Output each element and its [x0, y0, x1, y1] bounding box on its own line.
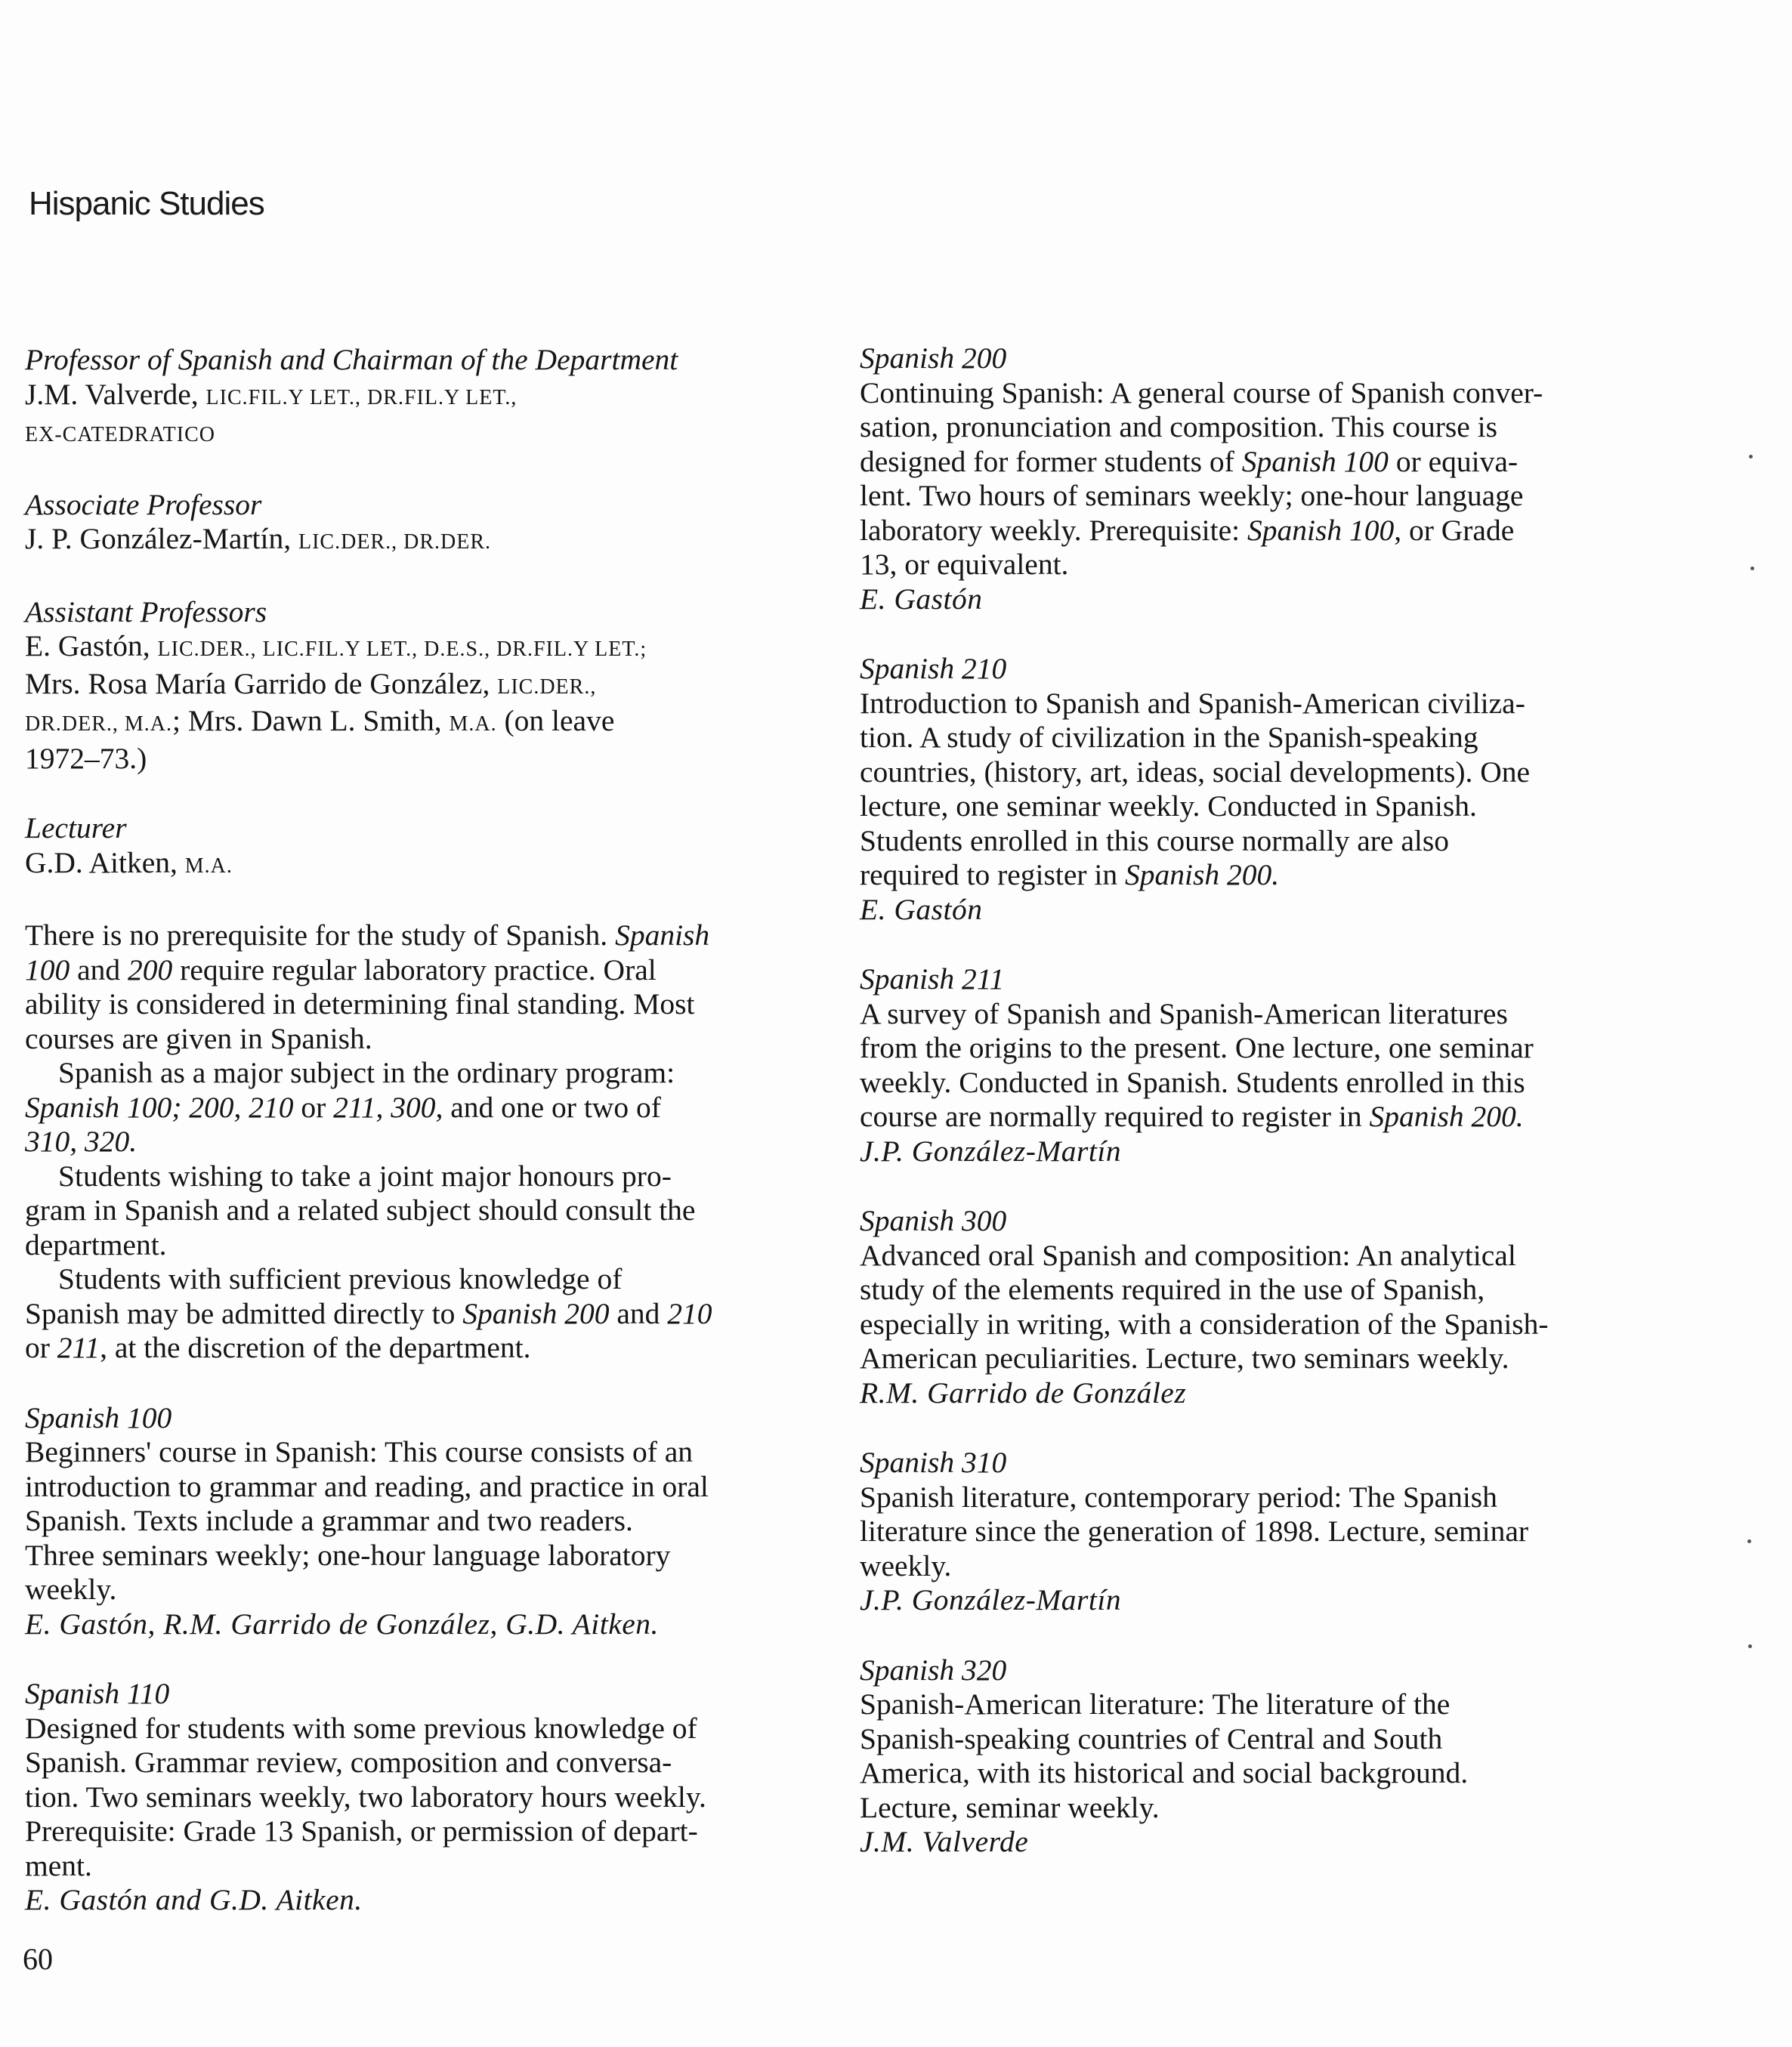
course-ref: Spanish 100; 200, 210 [25, 1090, 294, 1124]
intro-text [25, 919, 811, 1366]
text-line [860, 755, 1630, 790]
text-run: 13, or equivalent. [860, 548, 1069, 581]
degree-abbrev: DR.DER., M.A. [25, 712, 173, 736]
text-run: (on leave [496, 704, 615, 737]
text-run: lent. Two hours of seminars weekly; one-hour language [860, 479, 1524, 512]
text-line [860, 687, 1630, 721]
course-ref: 100 [25, 952, 70, 986]
text-run: J. P. González-Martín, [25, 522, 298, 555]
faculty-entry [25, 488, 811, 560]
text-line [25, 919, 811, 953]
text-line [25, 846, 811, 884]
intro-paragraph [25, 1056, 811, 1159]
text-run: gram in Spanish and a related subject should consult the [25, 1193, 696, 1227]
course-title: Spanish 300 [860, 1204, 1007, 1237]
text-run: There is no prerequisite for the study of Spanish. [25, 919, 616, 952]
page-number: 60 [23, 1942, 53, 1976]
course-entry [860, 341, 1630, 616]
text-line [25, 1091, 811, 1125]
text-run: Advanced oral Spanish and composition: An analytical [860, 1238, 1516, 1272]
text-line [860, 445, 1630, 480]
text-run: Spanish literature, contemporary period: The Spanish [860, 1480, 1497, 1514]
text-line [860, 376, 1630, 411]
text-run: designed for former students of [860, 444, 1242, 478]
right-column [860, 341, 1630, 1895]
text-line [860, 479, 1630, 514]
intro-paragraph [25, 1262, 811, 1366]
course-title: Spanish 210 [860, 652, 1007, 685]
text-run: tion. A study of civilization in the Spanish-speaking [860, 721, 1478, 754]
course-entry [860, 962, 1630, 1169]
text-run: require regular laboratory practice. Oral [172, 952, 657, 986]
course-entry [860, 1446, 1630, 1618]
text-line [25, 1814, 811, 1849]
course-ref: 211, 300, [333, 1090, 443, 1124]
course-ref: Spanish 200. [1125, 858, 1280, 891]
course-entry [860, 1204, 1630, 1410]
text-run: Lecture, seminar weekly. [860, 1790, 1160, 1824]
course-ref: 211 [57, 1331, 100, 1364]
text-line [860, 721, 1630, 755]
text-line [860, 1687, 1630, 1722]
course-entry [25, 1401, 811, 1642]
text-line [860, 1342, 1630, 1376]
text-line [860, 1549, 1630, 1584]
text-line [25, 1262, 811, 1297]
text-line [25, 742, 811, 777]
text-run: study of the elements required in the use of Spanish, [860, 1273, 1485, 1306]
text-line [25, 1022, 811, 1057]
text-run: or equiva- [1388, 444, 1519, 478]
scan-speck [1748, 1644, 1752, 1648]
text-run: and one or two of [443, 1090, 661, 1124]
text-run: from the origins to the present. One lecture, one seminar [860, 1031, 1534, 1064]
course-title: Spanish 310 [860, 1446, 1007, 1479]
course-entry [25, 1677, 811, 1918]
degree-abbrev: LIC.FIL.Y LET., DR.FIL.Y LET., [205, 385, 518, 409]
text-run: weekly. [25, 1573, 117, 1606]
text-run: weekly. [860, 1548, 952, 1582]
text-run: Students wishing to take a joint major honours pro- [58, 1159, 672, 1193]
text-run: Mrs. Rosa María Garrido de González, [25, 666, 498, 700]
degree-abbrev: M.A. [449, 712, 497, 736]
text-line [25, 1193, 811, 1228]
faculty-role: Professor of Spanish and Chairman of the Department [25, 343, 678, 376]
text-run: Spanish as a major subject in the ordinary program: [58, 1056, 675, 1089]
text-line [25, 953, 811, 988]
text-line [860, 1514, 1630, 1549]
text-line [860, 1100, 1630, 1135]
text-line [860, 824, 1630, 859]
degree-abbrev: LIC.DER., LIC.FIL.Y LET., D.E.S., DR.FIL.Y LET.; [157, 638, 647, 661]
text-run: Beginners' course in Spanish: This course consists of an [25, 1435, 694, 1468]
text-run: , at the discretion of the department. [100, 1331, 531, 1364]
text-line [860, 1239, 1630, 1274]
text-run: courses are given in Spanish. [25, 1021, 372, 1055]
text-run: weekly. Conducted in Spanish. Students enrolled in this [860, 1065, 1525, 1099]
course-title: Spanish 200 [860, 341, 1007, 375]
intro-paragraph [25, 1159, 811, 1263]
text-run: course are normally required to register in [860, 1100, 1370, 1133]
text-line [25, 1539, 811, 1573]
text-line [25, 1331, 811, 1366]
course-ref: Spanish 100 [1241, 444, 1389, 478]
faculty-role: Lecturer [25, 811, 127, 844]
text-line [25, 522, 811, 560]
intro-paragraph [25, 919, 811, 1056]
text-line [25, 1470, 811, 1505]
text-run: and [609, 1296, 668, 1330]
text-run: , or Grade [1394, 513, 1515, 547]
degree-abbrev: LIC.DER., DR.DER. [298, 530, 491, 554]
text-line [860, 789, 1630, 824]
left-column [25, 343, 811, 1953]
text-line [25, 629, 811, 667]
text-run: J.M. Valverde, [25, 377, 206, 411]
degree-abbrev: LIC.DER., [497, 675, 597, 699]
text-run: Prerequisite: Grade 13 Spanish, or permission of depart- [25, 1814, 698, 1848]
text-run: literature since the generation of 1898. Lecture, seminar [860, 1514, 1529, 1548]
course-entry [860, 1653, 1630, 1860]
course-title: Spanish 110 [25, 1677, 170, 1710]
faculty-entry [25, 595, 811, 777]
course-ref: Spanish 200 [462, 1296, 610, 1330]
text-line [25, 1297, 811, 1332]
course-ref: Spanish 100 [1247, 513, 1395, 547]
text-line [25, 378, 811, 415]
text-run: E. Gastón, [25, 629, 158, 662]
text-run: A survey of Spanish and Spanish-American literatures [860, 996, 1508, 1030]
faculty-list [25, 343, 811, 883]
text-line [860, 1791, 1630, 1826]
text-line [860, 410, 1630, 445]
course-list-right [860, 341, 1630, 1860]
text-line [860, 1722, 1630, 1757]
course-entry [860, 652, 1630, 927]
text-run: required to register in [860, 858, 1125, 891]
text-line [860, 1031, 1630, 1066]
text-line [860, 997, 1630, 1032]
course-ref: Spanish 200. [1369, 1100, 1524, 1133]
text-line [25, 704, 811, 742]
text-run: Three seminars weekly; one-hour language laboratory [25, 1538, 671, 1572]
faculty-entry [25, 343, 811, 452]
text-line [25, 1573, 811, 1607]
text-run: Spanish-speaking countries of Central and South [860, 1721, 1443, 1755]
text-line [860, 1066, 1630, 1101]
text-run: G.D. Aitken, [25, 845, 185, 879]
text-run: ; Mrs. Dawn L. Smith, [172, 704, 450, 737]
text-run: and [70, 952, 128, 986]
course-instructors: E. Gastón, R.M. Garrido de González, G.D. Aitken. [25, 1607, 659, 1641]
text-run: especially in writing, with a consideration of the Spanish- [860, 1307, 1549, 1341]
faculty-entry [25, 811, 811, 883]
text-run: laboratory weekly. Prerequisite: [860, 513, 1247, 547]
text-run: tion. Two seminars weekly, two laboratory hours weekly. [25, 1780, 706, 1814]
page-title: Hispanic Studies [29, 185, 264, 222]
text-run: countries, (history, art, ideas, social developments). One [860, 755, 1531, 789]
scan-speck [1749, 455, 1753, 458]
text-run: sation, pronunciation and composition. This course is [860, 410, 1498, 443]
text-run: introduction to grammar and reading, and practice in oral [25, 1469, 709, 1503]
course-instructors: J.M. Valverde [860, 1825, 1029, 1858]
text-run: Spanish may be admitted directly to [25, 1296, 463, 1330]
course-ref: 210 [667, 1296, 712, 1330]
text-line [25, 987, 811, 1022]
text-line [860, 1756, 1630, 1791]
text-run: ment. [25, 1848, 92, 1882]
text-line [25, 667, 811, 705]
text-line [25, 1746, 811, 1780]
degree-abbrev: M.A. [184, 854, 233, 878]
text-line [25, 1228, 811, 1263]
text-line [25, 1435, 811, 1470]
text-run: Continuing Spanish: A general course of Spanish conver- [860, 375, 1543, 409]
text-line [25, 1712, 811, 1746]
text-run: Spanish. Grammar review, composition and conversa- [25, 1746, 672, 1779]
text-line [25, 415, 811, 452]
text-run: department. [25, 1227, 167, 1261]
course-title: Spanish 211 [860, 962, 1005, 996]
text-run: America, with its historical and social background. [860, 1756, 1469, 1789]
text-line [25, 1125, 811, 1159]
text-run: Spanish-American literature: The literature of the [860, 1687, 1451, 1721]
text-line [25, 1849, 811, 1884]
text-run: or [25, 1331, 57, 1364]
text-run: 1972–73.) [25, 741, 147, 775]
text-line [25, 1780, 811, 1815]
text-run: Students enrolled in this course normally are also [860, 823, 1449, 857]
course-instructors: E. Gastón and G.D. Aitken. [25, 1883, 363, 1916]
course-title: Spanish 320 [860, 1653, 1007, 1687]
faculty-role: Assistant Professors [25, 594, 267, 628]
course-ref: 200 [128, 952, 173, 986]
text-line [860, 858, 1630, 893]
scan-speck [1747, 1539, 1751, 1543]
course-title: Spanish 100 [25, 1400, 172, 1434]
text-run: ability is considered in determining final standing. Most [25, 987, 695, 1020]
text-line [25, 1504, 811, 1539]
text-run: or [293, 1090, 334, 1124]
text-run: Spanish. Texts include a grammar and two readers. [25, 1504, 633, 1537]
scan-speck [1750, 567, 1754, 570]
course-instructors: R.M. Garrido de González [860, 1375, 1187, 1409]
text-line [25, 1159, 811, 1194]
text-line [860, 1480, 1630, 1515]
course-ref: Spanish [615, 919, 710, 952]
degree-abbrev: EX-CATEDRATICO [25, 423, 215, 446]
course-instructors: J.P. González-Martín [860, 1583, 1122, 1616]
course-instructors: E. Gastón [860, 582, 983, 616]
text-run: American peculiarities. Lecture, two seminars weekly. [860, 1342, 1509, 1375]
course-list-left [25, 1401, 811, 1918]
course-ref: 310, 320. [25, 1125, 137, 1158]
text-line [860, 1308, 1630, 1342]
text-line [860, 1273, 1630, 1308]
text-run: Students with sufficient previous knowledge of [58, 1262, 623, 1295]
text-run: Introduction to Spanish and Spanish-American civiliza- [860, 686, 1525, 720]
text-run: lecture, one seminar weekly. Conducted in Spanish. [860, 789, 1477, 823]
text-line [25, 1056, 811, 1091]
text-line [860, 514, 1630, 548]
course-instructors: E. Gastón [860, 892, 983, 926]
text-run: Designed for students with some previous knowledge of [25, 1711, 697, 1745]
text-line [860, 548, 1630, 582]
course-instructors: J.P. González-Martín [860, 1134, 1122, 1168]
faculty-role: Associate Professor [25, 487, 262, 521]
